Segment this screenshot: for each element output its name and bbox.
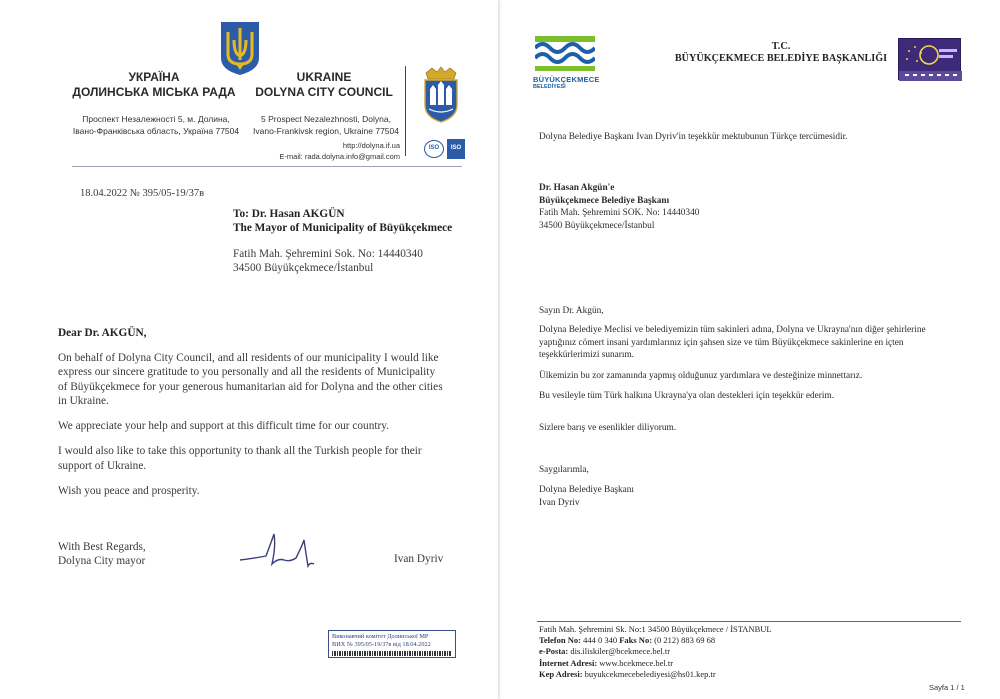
signer-name: Ivan Dyriv [539, 497, 580, 508]
recipient-address-line2: 34500 Büyükçekmece/İstanbul [233, 261, 374, 274]
paragraph-line: teşekkürlerimizi sunarım. [539, 350, 635, 360]
paragraph-line: Sizlere barış ve esenlikler diliyorum. [539, 422, 677, 433]
paragraph-line: I would also like to take this opportunity to thank all the Turkish people for their [58, 445, 422, 458]
signer-name: Ivan Dyriv [394, 553, 444, 565]
recipient-address-line1: Fatih Mah. Şehremini SOK. No: 14440340 [539, 208, 700, 218]
iso-badge-2 [447, 139, 465, 159]
address-ukrainian-line1: Проспект Незалежності 5, м. Долина, [82, 114, 230, 124]
turkish-translation-page [505, 0, 1000, 699]
stamp-line2: ВИХ № 395/05-19/37в від 18.04.2022 [332, 641, 431, 649]
country-ukrainian: УКРАЇНА [128, 70, 180, 84]
buyukcekmece-logo-icon [535, 36, 595, 72]
paragraph-line: express our sincere gratitude to you personally and all the residents of Municipality [58, 366, 436, 379]
council-english: DOLYNA CITY COUNCIL [255, 85, 393, 99]
footer-web-label: İnternet Adresi: [539, 657, 598, 668]
paragraph [539, 422, 985, 435]
paragraph-line: Bu vesileyle tüm Türk halkına Ukrayna'ya olan destekleri için teşekkür ederim. [539, 391, 835, 401]
paragraph-line: Ülkemizin bu zor zamanında yapmış olduğunuz yardımlara ve desteğinize minnettarız. [539, 370, 863, 381]
footer-kep-row [539, 669, 969, 680]
stamp-line1: Виконавчий комітет Долинської МР [332, 633, 429, 640]
paragraph-line: support of Ukraine. [58, 459, 147, 472]
recipient-address-line2: 34500 Büyükçekmece/İstanbul [539, 220, 655, 231]
signature-scribble [236, 530, 326, 574]
registry-stamp [328, 630, 456, 658]
page-number: Sayfa 1 / 1 [929, 683, 965, 692]
translation-intro: Dolyna Belediye Başkanı Ivan Dyriv'in teşekkür mektubunun Türkçe tercümesidir. [539, 132, 848, 142]
letter-body [539, 324, 985, 434]
letter-body [58, 351, 478, 498]
footer-address: Fatih Mah. Şehremini Sk. No:1 34500 Büyükçekmece / İSTANBUL [539, 624, 772, 634]
footer-divider [537, 621, 961, 622]
salutation: Sayın Dr. Akgün, [539, 306, 604, 316]
address-english-line1: 5 Prospect Nezalezhnosti, Dolyna, [261, 114, 391, 124]
paragraph [58, 419, 478, 433]
city-award-badge [898, 38, 961, 80]
ukraine-trident-icon [219, 20, 261, 76]
recipient-name: To: Dr. Hasan AKGÜN [233, 208, 345, 220]
footer-phone: 444 0 340 [580, 635, 620, 646]
iso-badge-2-label: ISO [450, 145, 462, 151]
ukrainian-letter-page [0, 0, 498, 699]
iso-badge-1 [424, 140, 444, 158]
date-reference: 18.04.2022 № 395/05-19/37в [80, 188, 205, 199]
paragraph-line: We appreciate your help and support at this difficult time for our country. [58, 420, 389, 433]
footer-phone-label: Telefon No: [539, 635, 581, 646]
website-text: http://dolyna.if.ua [342, 141, 400, 150]
footer-fax-label: Faks No: [619, 635, 653, 646]
iso-badge-1-label: ISO [428, 145, 440, 151]
recipient-title: Büyükçekmece Belediye Başkanı [539, 195, 670, 206]
footer-kep-label: Kep Adresi: [539, 668, 583, 679]
stamp-barcode [332, 651, 452, 656]
salutation: Dear Dr. AKGÜN, [58, 327, 147, 339]
closing-regards: Saygılarımla, [539, 465, 589, 475]
dolyna-coat-of-arms-icon [420, 65, 462, 123]
footer-web: www.bcekmece.bel.tr [597, 657, 674, 668]
country-english: UKRAINE [296, 70, 352, 84]
org-tc: T.C. [771, 41, 791, 52]
recipient-title: The Mayor of Municipality of Büyükçekmece [233, 222, 453, 235]
org-name: BÜYÜKÇEKMECE BELEDİYE BAŞKANLIĞI [674, 53, 888, 64]
footer-email-row [539, 646, 969, 657]
footer-email: dis.iliskiler@bcekmece.bel.tr [568, 646, 671, 657]
paragraph [58, 484, 478, 498]
paragraph-line: Wish you peace and prosperity. [58, 485, 200, 498]
footer-fax: (0 212) 883 69 68 [652, 635, 716, 646]
paragraph-line: yaptığınız cömert insani yardımlarınız için şahsen size ve tüm Büyükçekmece sakinlerine en içten [539, 337, 904, 348]
paragraph [539, 324, 985, 362]
footer [539, 624, 969, 680]
buyukcekmece-logo-text: BÜYÜKÇEKMECE [533, 75, 600, 84]
footer-kep: buyukcekmecebelediyesi@hs01.kep.tr [582, 668, 716, 679]
footer-phone-fax [539, 635, 969, 646]
signer-title: Dolyna Belediye Başkanı [539, 485, 635, 495]
paragraph-line: Dolyna Belediye Meclisi ve belediyemizin tüm sakinleri adına, Dolyna ve Ukrayna'nın diğer şehirlerine [539, 325, 926, 335]
paragraph [539, 370, 985, 383]
email-text: E-mail: rada.dolyna.info@gmail.com [279, 152, 400, 161]
recipient-address-line1: Fatih Mah. Şehremini Sok. No: 14440340 [233, 247, 423, 260]
closing-regards: With Best Regards, [58, 541, 146, 553]
recipient-name: Dr. Hasan Akgün'e [539, 183, 615, 193]
council-ukrainian: ДОЛИНСЬКА МІСЬКА РАДА [72, 85, 236, 99]
paragraph-line: of Büyükçekmece for your generous humanitarian aid for Dolyna and the other cities [58, 380, 443, 393]
address-english-line2: Ivano-Frankivsk region, Ukraine 77504 [253, 126, 399, 136]
paragraph [58, 444, 478, 473]
address-ukrainian-line2: Івано-Франківська область, Україна 77504 [72, 126, 240, 136]
paragraph-line: On behalf of Dolyna City Council, and all residents of our municipality I would like [58, 352, 439, 364]
footer-web-row [539, 658, 969, 669]
footer-email-label: e-Posta: [539, 646, 569, 657]
closing-title: Dolyna City mayor [58, 555, 146, 568]
paragraph [539, 390, 985, 403]
paragraph [58, 351, 478, 408]
paragraph-line: in Ukraine. [58, 394, 109, 407]
buyukcekmece-logo-subtext: BELEDİYESİ [533, 84, 566, 90]
city-award-badge-icon [899, 39, 962, 81]
